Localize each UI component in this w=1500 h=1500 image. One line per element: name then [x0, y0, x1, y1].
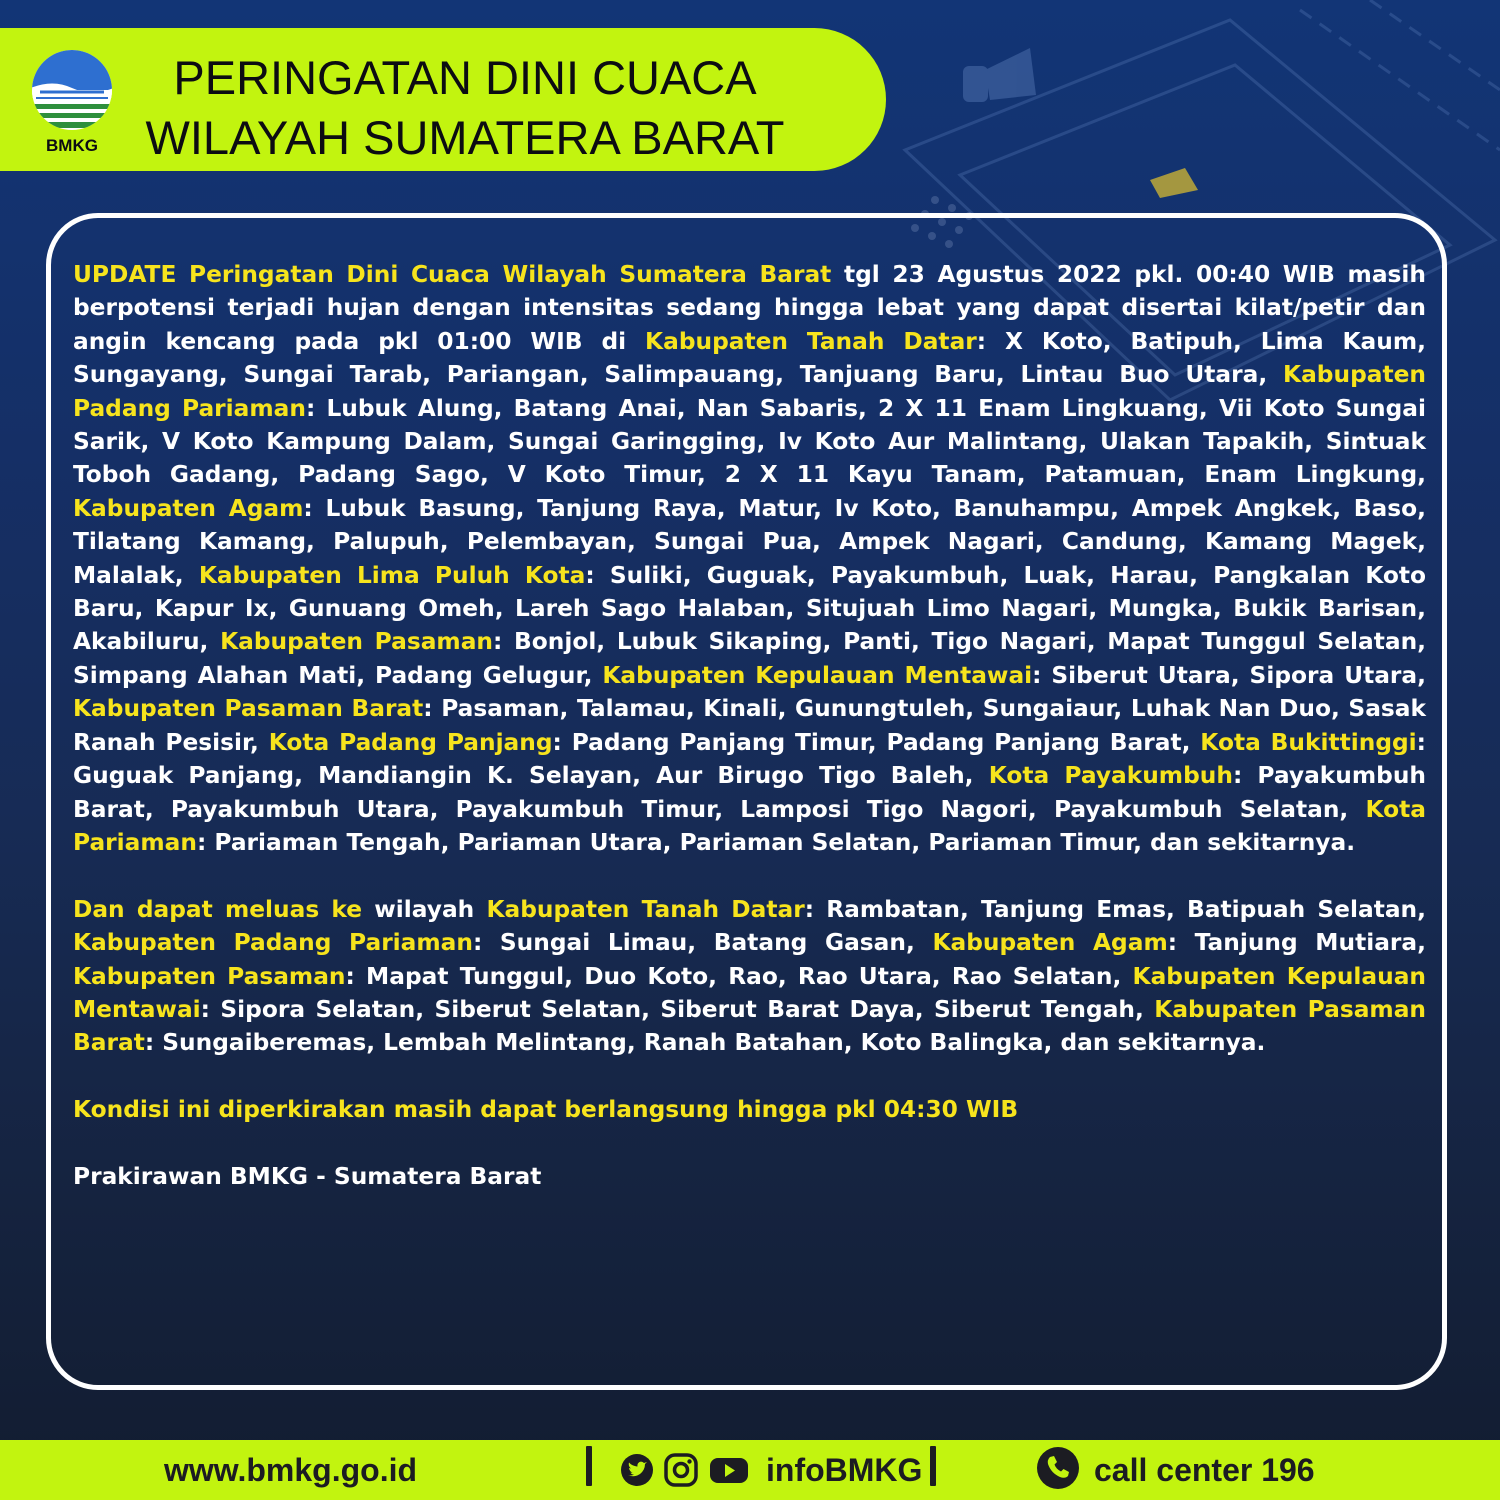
body-text: : Lubuk Alung, Batang Anai, Nan Sabaris, 2 X 11 Enam Lingkuang, Vii Koto Sungai Sarik, V Koto Kampung Dalam, Sungai Garingging, Iv Koto Aur Malintang, Ulakan Tapakih, Sintuak Toboh Gadang, Padang Sago, V Koto Timur, 2 X 11 Kayu Tanam, Patamuan, Enam Lingkung, — [73, 394, 1427, 489]
body-text: : Mapat Tunggul, Duo Koto, Rao, Rao Utara, Rao Selatan, — [345, 962, 1133, 990]
body-text: : Sipora Selatan, Siberut Selatan, Siberut Barat Daya, Siberut Tengah, — [200, 995, 1155, 1023]
youtube-icon[interactable] — [709, 1453, 749, 1487]
divider — [586, 1446, 592, 1486]
body-text: : Bonjol, Lubuk Sikaping, Panti, Tigo Nagari, Mapat Tunggul Selatan, Simpang Alahan Mati, Padang Gelugur, — [73, 628, 1427, 689]
region-highlight: Kota Padang Panjang — [268, 728, 553, 756]
region-highlight: Kabupaten Kepulauan Mentawai — [602, 661, 1033, 689]
body-text: : Payakumbuh Barat, Payakumbuh Utara, Payakumbuh Timur, Lamposi Tigo Nagori, Payakumbuh Selatan, — [73, 762, 1426, 823]
twitter-icon[interactable] — [620, 1453, 654, 1487]
condition-text: Kondisi ini diperkirakan masih dapat berlangsung hingga pkl 04:30 WIB — [73, 1096, 1019, 1124]
region-highlight: Kabupaten Pasaman — [220, 628, 494, 656]
region-highlight: Kabupaten Padang Pariaman — [73, 929, 473, 957]
bmkg-logo-icon — [26, 46, 118, 156]
body-text: : Pasaman, Talamau, Kinali, Gunungtuleh, Sungaiaur, Luhak Nan Duo, Sasak Ranah Pesisir, — [73, 695, 1426, 756]
region-highlight: Kabupaten Pasaman Barat — [73, 995, 1426, 1057]
region-highlight: Kabupaten Lima Puluh Kota — [198, 561, 586, 589]
region-highlight: Kabupaten Padang Pariaman — [73, 361, 1426, 422]
body-text: : Lubuk Basung, Tanjung Raya, Matur, Iv Koto, Banuhampu, Ampek Angkek, Baso, Tilatang Kamang, Palupuh, Pelembayan, Sungai Pua, Ampek Nagari, Candung, Kamang Magek, Malalak, — [73, 494, 1426, 589]
social-handle[interactable]: infoBMKG — [766, 1452, 923, 1488]
body-text: : Tanjung Mutiara, — [1167, 929, 1426, 957]
region-highlight: Kota Payakumbuh — [988, 762, 1233, 790]
body-text: : Sungaiberemas, Lembah Melintang, Ranah Batahan, Koto Balingka, dan sekitarnya. — [144, 1029, 1266, 1057]
body-text: : Sungai Limau, Batang Gasan, — [472, 929, 933, 957]
region-highlight: Kabupaten Pasaman — [73, 962, 346, 990]
region-highlight: Kabupaten Tanah Datar — [486, 895, 805, 923]
body-text: : Rambatan, Tanjung Emas, Batipuah Selatan, — [804, 895, 1426, 923]
region-highlight: Kabupaten Agam — [73, 494, 304, 522]
title-line-1: PERINGATAN DINI CUACA — [173, 51, 757, 104]
region-highlight: Dan dapat meluas ke — [73, 895, 363, 923]
body-text: : Suliki, Guguak, Payakumbuh, Luak, Harau, Pangkalan Koto Baru, Kapur Ix, Gunuang Omeh, Lareh Sago Halaban, Situjuah Limo Nagari, Mungka, Bukik Barisan, Akabiluru, — [73, 561, 1427, 656]
region-highlight: Kabupaten Tanah Datar — [645, 327, 977, 355]
logo-text: BMKG — [46, 136, 98, 155]
website-link[interactable]: www.bmkg.go.id — [164, 1452, 418, 1488]
body-text: : Padang Panjang Timur, Padang Panjang Barat, — [552, 728, 1201, 756]
divider — [930, 1446, 936, 1486]
warning-content — [73, 258, 1426, 1227]
body-text: : Pariaman Tengah, Pariaman Utara, Pariaman Selatan, Pariaman Timur, dan sekitarnya. — [196, 828, 1356, 856]
region-highlight: Kota Bukittinggi — [1200, 728, 1417, 756]
page-title — [115, 48, 815, 168]
region-highlight: Kota Pariaman — [73, 795, 1426, 856]
region-highlight: Kabupaten Pasaman Barat — [73, 695, 424, 723]
phone-icon[interactable] — [1036, 1446, 1080, 1490]
header-banner — [0, 28, 886, 171]
footer-bar — [0, 1440, 1500, 1500]
expansion-paragraph — [73, 893, 1426, 1060]
body-text: : Guguak Panjang, Mandiangin K. Selayan, Aur Birugo Tigo Baleh, — [73, 728, 1426, 790]
region-highlight: Kabupaten Agam — [932, 929, 1168, 957]
body-text: : Siberut Utara, Sipora Utara, — [1032, 661, 1426, 689]
call-center-text[interactable]: call center 196 — [1094, 1452, 1315, 1488]
body-text: : X Koto, Batipuh, Lima Kaum, Sungayang, Sungai Tarab, Pariangan, Salimpauang, Tanjuang Baru, Lintau Buo Utara, — [73, 327, 1426, 389]
title-line-2: WILAYAH SUMATERA BARAT — [145, 111, 785, 164]
warning-paragraph — [73, 258, 1426, 859]
signature-text: Prakirawan BMKG - Sumatera Barat — [73, 1162, 542, 1190]
region-highlight: UPDATE Peringatan Dini Cuaca Wilayah Sumatera Barat — [73, 261, 832, 288]
body-text: wilayah — [362, 895, 487, 923]
body-text: tgl 23 Agustus 2022 pkl. 00:40 WIB masih berpotensi terjadi hujan dengan intensitas sedang hingga lebat yang dapat disertai kilat/petir dan angin kencang pada pkl 01:00 WIB di — [73, 261, 1426, 355]
region-highlight: Kabupaten Kepulauan Mentawai — [73, 962, 1427, 1023]
instagram-icon[interactable] — [664, 1453, 698, 1487]
